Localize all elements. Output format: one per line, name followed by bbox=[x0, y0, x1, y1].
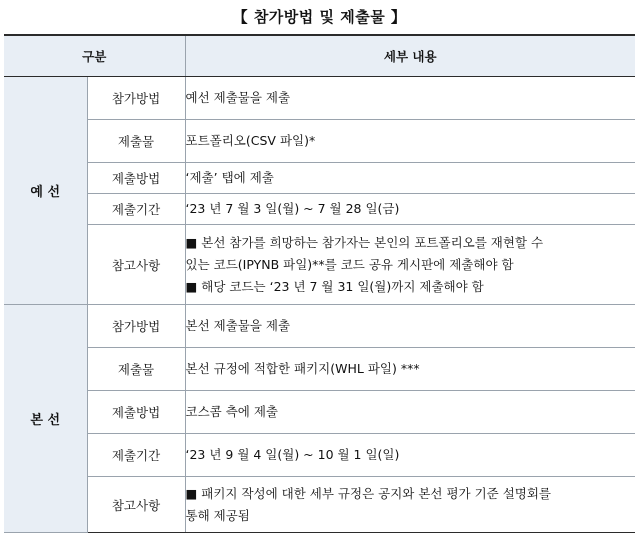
row-detail: 포트폴리오(CSV 파일)* bbox=[185, 120, 635, 163]
row-detail: 예선 제출물을 제출 bbox=[185, 77, 635, 120]
note-line: ■ 패키지 작성에 대한 세부 규정은 공지와 본선 평가 기준 설명회를 bbox=[185, 485, 551, 501]
stage-prelim: 예 선 bbox=[4, 77, 87, 305]
table-row bbox=[4, 391, 635, 434]
note-line: ■ 본선 참가를 희망하는 참가자는 본인의 포트폴리오를 재현할 수 bbox=[185, 234, 544, 250]
table-row bbox=[4, 305, 635, 348]
row-item: 참고사항 bbox=[87, 477, 185, 533]
row-item: 제출기간 bbox=[87, 434, 185, 477]
row-detail: 본선 규정에 적합한 패키지(WHL 파일) *** bbox=[185, 348, 635, 391]
row-detail: ‘23 년 7 월 3 일(월) ~ 7 월 28 일(금) bbox=[185, 194, 635, 225]
note-detail bbox=[185, 477, 635, 533]
header-detail: 세부 내용 bbox=[185, 35, 635, 77]
row-item: 제출방법 bbox=[87, 391, 185, 434]
row-item: 제출기간 bbox=[87, 194, 185, 225]
row-item: 참고사항 bbox=[87, 225, 185, 305]
table-row bbox=[4, 77, 635, 120]
row-detail: 코스콤 측에 제출 bbox=[185, 391, 635, 434]
row-detail: 본선 제출물을 제출 bbox=[185, 305, 635, 348]
submission-rules-table bbox=[4, 34, 635, 533]
table-row bbox=[4, 434, 635, 477]
row-item: 제출방법 bbox=[87, 163, 185, 194]
table-row bbox=[4, 477, 635, 533]
row-detail: ‘제출’ 탭에 제출 bbox=[185, 163, 635, 194]
note-line: ■ 해당 코드는 ‘23 년 7 월 31 일(월)까지 제출해야 함 bbox=[185, 278, 484, 294]
row-item: 제출물 bbox=[87, 348, 185, 391]
note-detail bbox=[185, 225, 635, 305]
stage-final: 본 선 bbox=[4, 305, 87, 533]
table-row bbox=[4, 163, 635, 194]
note-line: 있는 코드(IPYNB 파일)**를 코드 공유 게시판에 제출해야 함 bbox=[185, 256, 514, 272]
note-line: 통해 제공됨 bbox=[185, 507, 250, 523]
row-item: 참가방법 bbox=[87, 77, 185, 120]
row-item: 참가방법 bbox=[87, 305, 185, 348]
row-detail: ‘23 년 9 월 4 일(월) ~ 10 월 1 일(일) bbox=[185, 434, 635, 477]
table-row bbox=[4, 120, 635, 163]
row-item: 제출물 bbox=[87, 120, 185, 163]
document-title: 【 참가방법 및 제출물 】 bbox=[232, 8, 407, 26]
table-row bbox=[4, 348, 635, 391]
table-header-row bbox=[4, 35, 635, 77]
header-category: 구분 bbox=[4, 35, 185, 77]
table-row bbox=[4, 194, 635, 225]
table-row bbox=[4, 225, 635, 305]
